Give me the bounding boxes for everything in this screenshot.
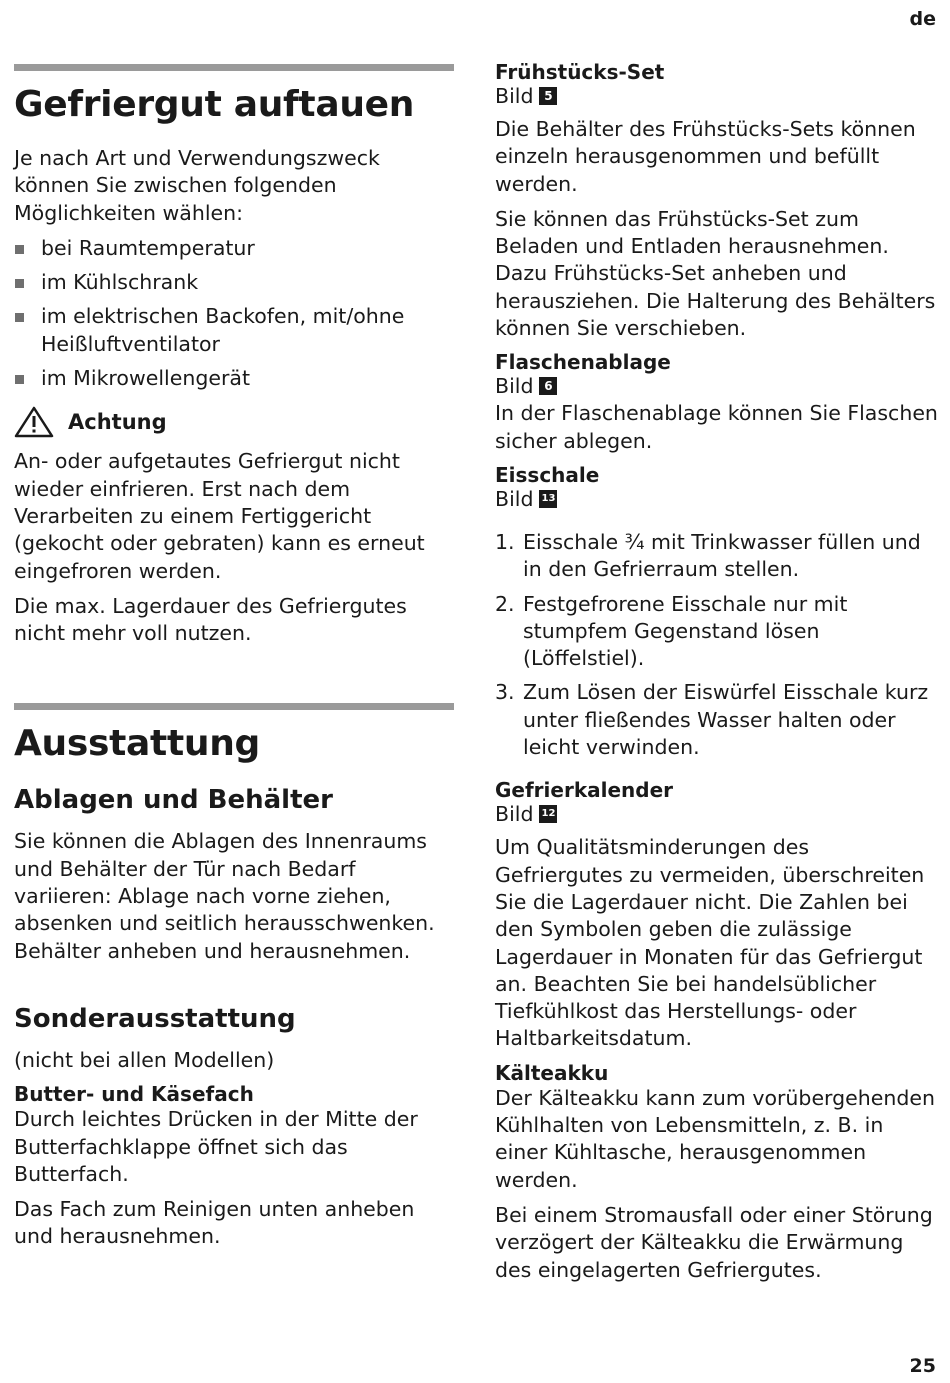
breakfast-set-text: Die Behälter des Frühstücks-Sets können einzeln herausgenommen und befüllt werden. bbox=[495, 117, 916, 196]
storage-note: Die max. Lagerdauer des Gefriergutes nicht mehr voll nutzen. bbox=[14, 593, 407, 646]
breakfast-set-title: Frühstücks-Set bbox=[495, 60, 665, 84]
warning-text: An- oder aufgetautes Gefriergut nicht wieder einfrieren. Erst nach dem Verarbeiten zu einem Fertiggericht (gekocht oder gebraten) kann es erneut eingefroren werden. bbox=[14, 449, 425, 583]
figure-number-badge: 6 bbox=[539, 377, 557, 395]
warning-triangle-icon bbox=[14, 406, 54, 438]
section-title-equipment: Ausstattung bbox=[14, 723, 260, 765]
section-title-thawing: Gefriergut auftauen bbox=[14, 84, 415, 125]
figure-reference bbox=[495, 374, 940, 398]
right-column bbox=[495, 60, 940, 1292]
special-equipment-note: (nicht bei allen Modellen) bbox=[14, 1047, 275, 1072]
figure-label: Bild bbox=[495, 486, 534, 511]
figure-label: Bild bbox=[495, 374, 534, 399]
figure-number-badge: 12 bbox=[539, 805, 557, 823]
list-item: 3. Zum Lösen der Eiswürfel Eisschale kurz unter fließendes Wasser halten oder leicht verwinden. bbox=[495, 680, 929, 760]
ice-tray-steps bbox=[495, 529, 940, 761]
shelves-text: Sie können die Ablagen des Innenraums und Behälter der Tür nach Bedarf variieren: Ablage nach vorne ziehen, absenken und seitlich herausschwenken. Behälter anheben und herausnehmen. bbox=[14, 829, 435, 963]
list-item: im elektrischen Backofen, mit/ohne Heißluftventilator bbox=[14, 303, 454, 358]
subsection-title-shelves: Ablagen und Behälter bbox=[14, 785, 333, 816]
language-code: de bbox=[909, 8, 936, 30]
figure-reference bbox=[495, 84, 940, 108]
figure-number-badge: 5 bbox=[539, 87, 557, 105]
ice-tray-title: Eisschale bbox=[495, 462, 600, 487]
figure-reference bbox=[495, 487, 940, 511]
cool-pack-title: Kälteakku bbox=[495, 1060, 609, 1085]
butter-compartment-cleaning: Das Fach zum Reinigen unten anheben und herausnehmen. bbox=[14, 1197, 415, 1249]
cool-pack-text-2: Bei einem Stromausfall oder einer Störung verzögert der Kälteakku die Erwärmung des eingelagerten Gefriergutes. bbox=[495, 1202, 933, 1282]
freezer-calendar-title: Gefrierkalender bbox=[495, 778, 674, 803]
page-number: 25 bbox=[909, 1355, 936, 1377]
bottle-rack-title: Flaschenablage bbox=[495, 350, 671, 375]
list-item: bei Raumtemperatur bbox=[14, 235, 454, 262]
left-column bbox=[14, 64, 454, 1259]
warning-heading bbox=[14, 406, 454, 438]
subsection-title-special-equipment: Sonderausstattung bbox=[14, 1003, 296, 1034]
thawing-intro: Je nach Art und Verwendungszweck können Sie zwischen folgenden Möglichkeiten wählen: bbox=[14, 146, 380, 225]
butter-compartment-title: Butter- und Käsefach bbox=[14, 1082, 254, 1107]
section-divider bbox=[14, 703, 454, 710]
section-divider bbox=[14, 64, 454, 71]
list-item: im Kühlschrank bbox=[14, 269, 454, 296]
list-item: 2. Festgefrorene Eisschale nur mit stumpfem Gegenstand lösen (Löffelstiel). bbox=[495, 591, 848, 671]
bottle-rack-text: In der Flaschenablage können Sie Flaschen sicher ablegen. bbox=[495, 401, 938, 453]
thawing-options-list bbox=[14, 235, 454, 392]
figure-label: Bild bbox=[495, 802, 534, 827]
list-item: 1. Eisschale ¾ mit Trinkwasser füllen und in den Gefrierraum stellen. bbox=[495, 529, 921, 582]
warning-label: Achtung bbox=[68, 410, 167, 435]
freezer-calendar-text: Um Qualitätsminderungen des Gefriergutes zu vermeiden, überschreiten Sie die Lagerdauer nicht. Die Zahlen bei den Symbolen geben die zulässige Lagerdauer in Monaten für das Gefriergut an. Beachten Sie bei handelsüblicher Tiefkühlkost das Herstellungs- oder Haltbarkeitsdatum. bbox=[495, 835, 925, 1051]
cool-pack-text: Der Kälteakku kann zum vorübergehenden Kühlhalten von Lebensmitteln, z. B. in einer Kühltasche, herausgenommen werden. bbox=[495, 1085, 935, 1192]
list-item: im Mikrowellengerät bbox=[14, 365, 454, 392]
figure-reference bbox=[495, 802, 940, 826]
figure-label: Bild bbox=[495, 84, 534, 108]
butter-compartment-text: Durch leichtes Drücken in der Mitte der Butterfachklappe öffnet sich das Butterfach. bbox=[14, 1107, 418, 1186]
figure-number-badge: 13 bbox=[539, 490, 557, 508]
breakfast-set-text-2: Sie können das Frühstücks-Set zum Beladen und Entladen herausnehmen. Dazu Frühstücks-Set anheben und herausziehen. Die Halterung des Behälters können Sie verschieben. bbox=[495, 206, 936, 341]
